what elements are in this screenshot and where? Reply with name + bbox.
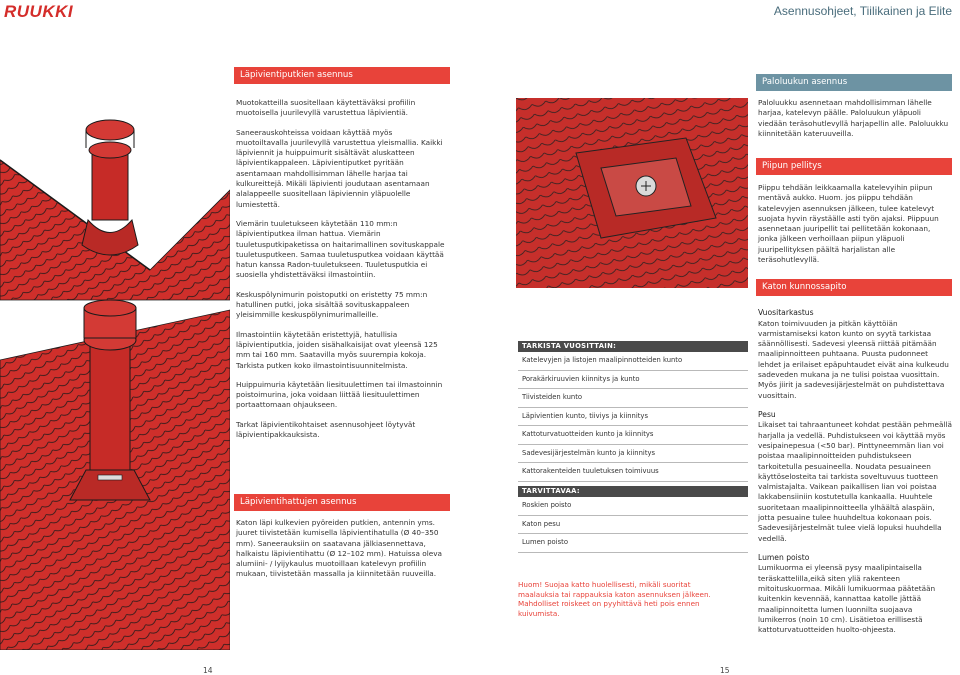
checklist-item: Kattoturvatuotteiden kunto ja kiinnitys [518, 426, 748, 445]
needed-item: Roskien poisto [518, 497, 748, 516]
paloluukku-text: Paloluukku asennetaan mahdollisimman lähelle harjaa, katelevyn päälle. Paloluukun yläpuoli viedään teräsohutlevyllä harjapellin alle. Paloluukku kiinnitetään kateruuveilla. [758, 98, 949, 138]
left-text-column [236, 98, 446, 449]
warning-note: Huom! Suojaa katto huolellisesti, mikäli suoritat maalauksia tai rappauksia katon asennuksen jälkeen. Mahdolliset roiskeet on pyyhittävä heti pois ennen kuivumista. [518, 580, 711, 618]
section-title-piippu: Piipun pellitys [756, 158, 952, 175]
needed-item: Lumen poisto [518, 534, 748, 553]
maintenance-section [758, 308, 952, 636]
checklist-item: Sadevesijärjestelmän kunto ja kiinnitys [518, 445, 748, 464]
section-title-lapivientihatut: Läpivientihattujen asennus [234, 494, 450, 511]
checklist-item: Kattorakenteiden tuuletuksen toimivuus [518, 463, 748, 482]
subheading-vuositarkastus: Vuositarkastus [758, 308, 814, 317]
paragraph: Ilmastointiin käytetään eristettyjä, hatullisia läpivientiputkia, joiden sisähalkaisijat ovat yleensä 125 mm tai 160 mm. Saatavilla myös suurempia kokoja. Tarkista putken koko ilmastointisuunnitelmista. [236, 329, 438, 370]
paragraph: Muotokatteilla suositellaan käytettäväksi profiilin muotoisella juurilevyllä varustettua läpivientiä. [236, 98, 416, 118]
paragraph: Keskuspölynimurin poistoputki on eristetty 75 mm:n hatullinen putki, joka sisältää sovituskappaleen yleisimmille keskuspölynimurimalleille. [236, 289, 428, 320]
piippu-text: Piippu tehdään leikkaamalla katelevyihin piipun mentävä aukko. Huom. jos piippu tehdään katelevyjen asennuksen jälkeen, tulee katelevyt suojata hyvin räystäälle asti työn ajaksi. Piippuun asennetaan juuripellit tai pellitetään kokonaan, jonka jälkeen verhoillaan piipun yläpuoli juuripellityksen päältä harjalistan alle teräsohutlevyllä. [758, 183, 939, 265]
lumen-poisto-text: Lumikuorma ei yleensä pysy maalipintaisella teräskattelilla,eikä siten yliä rakenteen mitoituskuormaa. Mikäli lumikuormaa päätetään kuitenkin kevennää, kannattaa katolle jättää maalipinnoitetta lumen luonnilta suojaava lumikerros (noin 10 cm). Lisätietoa erillisestä kattoturvatuotteiden huolto-ohjeesta. [758, 563, 936, 635]
needed-title: TARVITTAVAA: [518, 486, 748, 497]
vent-pipe-illustration [0, 70, 230, 650]
yearly-checklist [518, 341, 748, 482]
fire-hatch-illustration [516, 98, 748, 288]
page-number-left: 14 [203, 666, 213, 675]
needed-item: Katon pesu [518, 516, 748, 535]
needed-list [518, 486, 748, 553]
page-number-right: 15 [720, 666, 730, 675]
ruukki-logo: RUUKKI [4, 2, 74, 21]
checklist-item: Tiivisteiden kunto [518, 389, 748, 408]
checklist-item: Porakärkiruuvien kiinnitys ja kunto [518, 371, 748, 390]
paragraph: Viemärin tuuletukseen käytetään 110 mm:n läpivientiputkea ilman hattua. Viemärin tuuletusputkipaketissa on haitarimallinen sovituskappale tuuletusputkeen. Samaa tuuletusputkea voidaan käyttää hatun kanssa Radon-tuuletukseen. Tuuletusputkia ei suosiella yhdistettäväksi ilmastointiin. [236, 218, 445, 280]
document-title: Asennusohjeet, Tiilikainen ja Elite [773, 4, 952, 18]
checklist-title: TARKISTA VUOSITTAIN: [518, 341, 748, 352]
vuositarkastus-text: Katon toimivuuden ja pitkän käyttöiän varmistamiseksi katon kunto on syytä tarkistaa säännöllisesti. Sadevesi yleensä riittää pitämään maalipinnoitteen puhtaana. Puusta pudonneet lehdet ja erilaiset epäpuhtaudet eivät aina kulkeudu sadeveden mukana ja ne tulisi poistaa vuosittain. Myös jiirit ja sadevesijärjestelmät on puhdistettava vuosittain. [758, 318, 949, 400]
section-title-kunnossapito: Katon kunnossapito [756, 279, 952, 296]
section-title-lapivientiputket: Läpivientiputkien asennus [234, 67, 450, 84]
paragraph: Saneerauskohteissa voidaan käyttää myös muotoiltavalla juurilevyllä varustettua yleismallia. Kaikki läpiviennit ja huippuimurit sisältävät aluskatteen läpivientikappaleen. Läpivientiputket pyritään asentamaan mahdollisimman lähelle harjaa tai kulkureittejä. Mikäli läpivienti joudutaan asentamaan alalappeelle suositellaan läpiviennin yläpuolelle lumiestettä. [236, 127, 443, 209]
subheading-lumen-poisto: Lumen poisto [758, 552, 810, 562]
paragraph: Tarkat läpivientikohtaiset asennusohjeet löytyvät läpivientipakkauksista. [236, 419, 416, 440]
lapivientihatut-text: Katon läpi kulkevien pyöreiden putkien, antennin yms. juuret tiivistetään kumisella läpivientihatulla (Ø 40–350 mm). Saneerauksiin on saatavana jälkiasennettava, halkaistu läpivientihattu (Ø 12–102 mm). Hatuissa oleva alumiini- / lyijykaulus muotoillaan katelevyn profiilin mukaan, tiivistetään massalla ja kiinnitetään ruuveilla. [236, 518, 443, 579]
subheading-pesu: Pesu [758, 409, 776, 419]
checklist-item: Katelevyjen ja listojen maalipinnotteiden kunto [518, 352, 748, 371]
section-title-paloluukku: Paloluukun asennus [756, 74, 952, 91]
pesu-text: Likaiset tai tahraantuneet kohdat pestään pehmeällä harjalla ja vedellä. Puhdistukseen voi käyttää myös vesipainepesua (<50 bar). Pinttyneemmän lian voi poistaa maalipinnoitteiden puhdistukseen tarkoitetulla pesuaineella. Noudata pesuaineen käyttöselosteita tai tarkista soveltuvuus tuotteen valmistajalta. Vaikean paikallisen lian voi poistaa lakkabensiiniin kostutetulla kankaalla. Huuhtele suoritetaan maalipinnoitteella ylhäältä alaspäin, jotta pesuaine tulee huuhdeltua kokonaan pois. Sadevesijärjestelmät tulee vielä lopuksi huuhdella vedellä. [758, 420, 952, 543]
paragraph: Huippuimuria käytetään liesituulettimen tai ilmastoinnin poistoimurina, joka voidaan liittää liesituulettimen portaattomaan ohjaukseen. [236, 379, 443, 410]
checklist-item: Läpivientien kunto, tiiviys ja kiinnitys [518, 408, 748, 427]
